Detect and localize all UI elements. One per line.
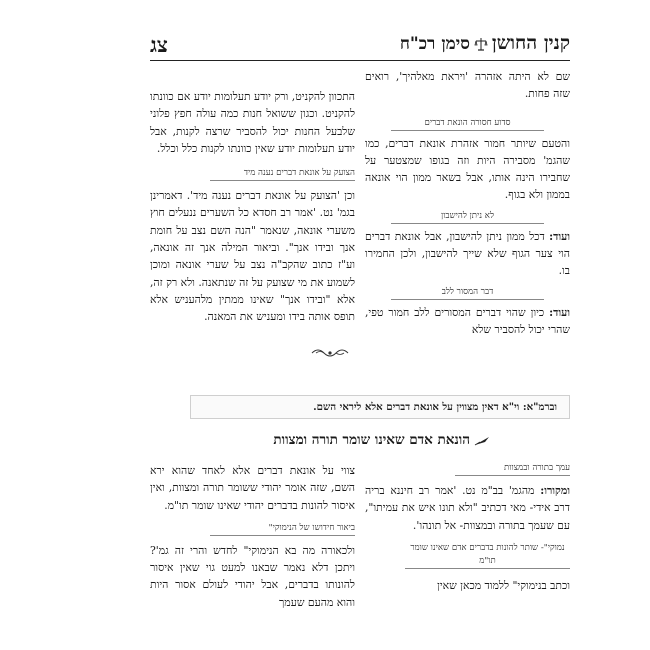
paragraph-lead: ועוד: <box>549 305 570 319</box>
page-number: צג <box>150 32 168 57</box>
running-header <box>150 30 570 61</box>
subheading-chumra: סדוע חסורה הונאת דברים <box>391 117 544 131</box>
subheading-lev: דבר המסור ללב <box>391 286 544 300</box>
rama-quote-box: וברמ"א: וי"א דאין מצווין על אונאת דברים אלא ליראי השם. <box>190 395 570 419</box>
paragraph-reason-1: והטעם שיותר חמור אזהרת אונאת דברים, כמו שהגמ' מסבירה היות וזה בגופו שמצטער על שחבירו הינה אותו, אבל בשאר ממון הוי אונאה בממון ולא בגוף. <box>365 136 570 202</box>
book-page <box>150 0 570 650</box>
paragraph-body: כיון שהוי דברים המסורים ללב חמור טפי, שהרי יכול להסביר שלא <box>365 305 570 336</box>
lower-right-column <box>365 460 570 594</box>
subheading-amitcha: עמך בתורה ובמצוות <box>455 462 570 476</box>
paragraph-continued: התכוון להקניט, ורק יודע תעלומות יודע אם כוונתו להקניט. וכגון ששואל חנות כמה עולה חפץ פלוני שלבעל החנות יכול להסביר שרצה לקנות, אבל יודע תעלומות יודע שאין כוונתו לקנות כלל וכלל. <box>150 90 355 155</box>
paragraph-source <box>365 482 570 534</box>
upper-right-column <box>365 68 570 338</box>
scales-icon <box>474 37 488 51</box>
paragraph-biur: ולכאורה מה בא הנימוקי" לחדש והרי זה גמ'? ויתכן דלא נאמר שבאנו למעט גוי שאין איסור להונותו בדברים, אבל יהודי לעולם אסור היות והוא מהעם שעמך <box>150 543 355 609</box>
paragraph-reason-2 <box>365 228 570 280</box>
paragraph-lead: ועוד: <box>549 229 570 243</box>
header-title-simon: סימן רכ"ח <box>399 34 470 54</box>
section-title <box>273 432 490 448</box>
paragraph-lead: ומקורו: <box>540 484 570 497</box>
lower-left-column <box>150 462 355 611</box>
subheading-hashava: לא ניתן להישבון <box>391 210 544 224</box>
paragraph-reason-3 <box>365 304 570 339</box>
paragraph-body: מהגמ' בב"מ נט. 'אמר רב חיננא בריה דרב אידי- מאי דכתיב "ולא תונו איש את עמיתו", עם שעמך בתורה ובמצוות- אל תונהו'. <box>365 484 570 532</box>
subheading-nimukei: נמוקי"- שותר להונות בדברים אדם שאינו שומר תו"מ <box>405 542 570 569</box>
paragraph-tzoek: וכן 'הצועק על אונאת דברים נענה מיד'. דאמרינן בגמ' נט. 'אמר רב חסדא כל השערים ננעלים חוץ משערי אונאה, שנאמר "הנה השם נצב על חומת אנך ובידו אנך". וביאור המילה אנך זה אונאה, וע"ז כתוב שהקב"ה נצב על שערי אונאה ומוכן לשמוע את מי שצועק על זה שנתאנה. ולא רק זה, אלא "ובידו אנך" שאינו ממתין מלהעניש אלא תופס אותה בידו ומעניש את המאנה. <box>150 189 355 324</box>
paragraph-continued: צווי על אונאת דברים אלא לאחד שהוא ירא השם, שזה אומר יהודי ששומר תורה ומצוות, ואין איסור להונות בדברים יהודי שאינו שומר תו"מ. <box>150 464 355 512</box>
fleuron-ornament-icon <box>310 346 350 360</box>
paragraph-body: דכל ממון ניתן להישבון, אבל אונאת דברים הוי צער הגוף שלא שייך להישבון, ולכן החמירו בו. <box>365 229 570 278</box>
subheading-tzoek: הצועק על אונאת דברים נענה מיד <box>210 167 355 181</box>
header-title <box>400 32 570 55</box>
subheading-biur: ביאור חידושו של הנימוקי" <box>210 522 355 536</box>
quill-icon <box>474 436 490 446</box>
intro-text: שם לא היתה אזהרה 'ויראת מאלהיך', רואים שזה פחות. <box>365 70 570 101</box>
paragraph-nimukei: וכתב בנימוקי" ללמוד מכאן שאין <box>437 578 570 592</box>
section-title-text: הונאת אדם שאינו שומר תורה ומצוות <box>273 432 470 448</box>
header-title-main: קנין החושן <box>491 32 570 54</box>
upper-left-column <box>150 88 355 326</box>
